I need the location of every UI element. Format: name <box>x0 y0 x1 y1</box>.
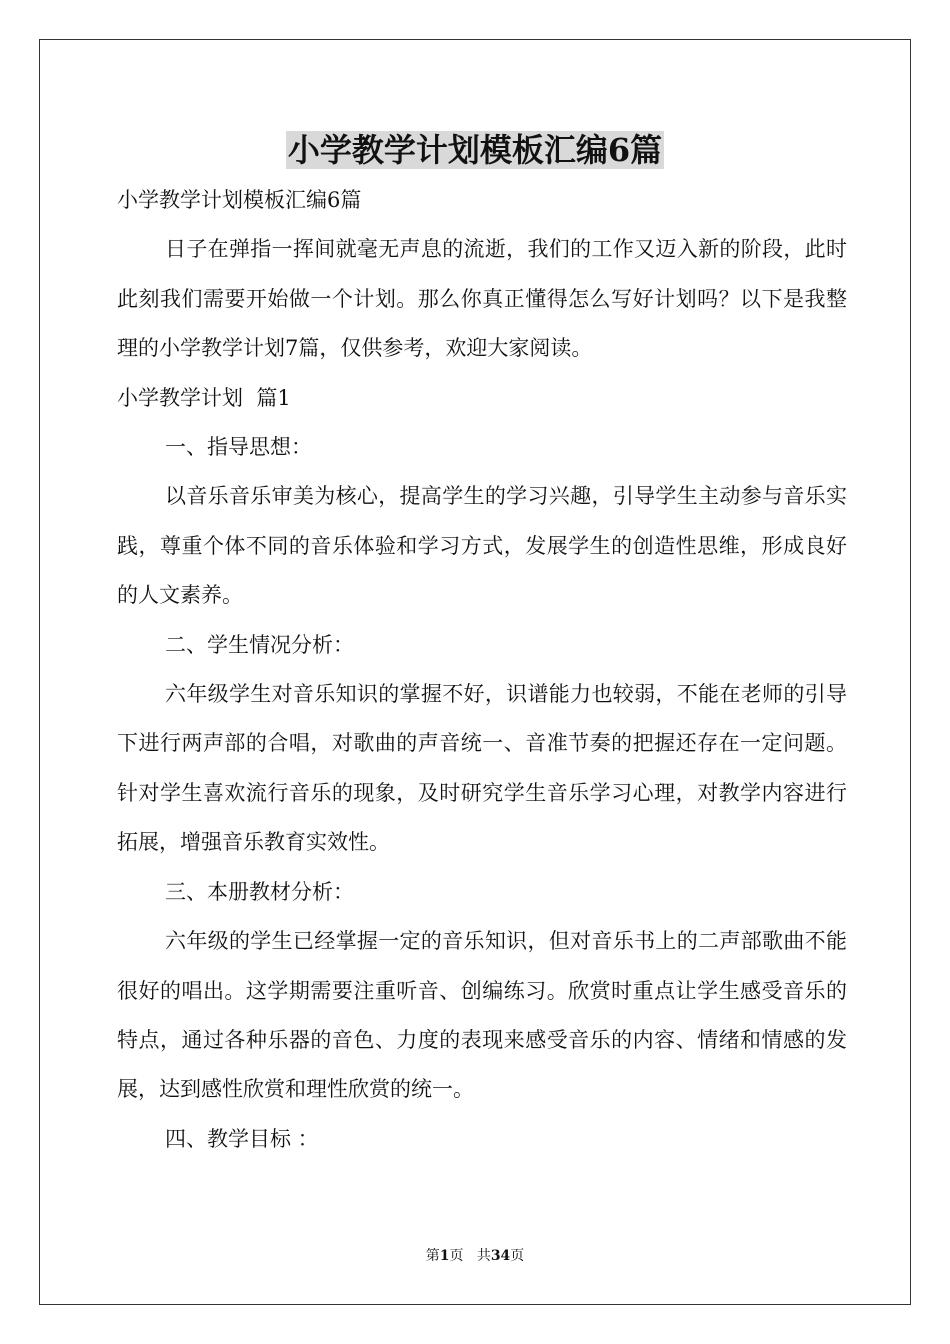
footer-page-suffix: 页 <box>449 1248 464 1264</box>
footer-total-suffix: 页 <box>510 1248 525 1264</box>
footer-page-current: 1 <box>439 1248 450 1264</box>
paragraph-heading-student-analysis: 二、学生情况分析： <box>165 632 354 657</box>
paragraph-intro: 日子在弹指一挥间就毫无声息的流逝，我们的工作又迈入新的阶段，此时此刻我们需要开始做一个计划。那么你真正懂得怎么写好计划吗？以下是我整理的小学教学计划7篇，仅供参考，欢迎大家阅读。 <box>117 237 847 361</box>
paragraph-section-heading: 小学教学计划 篇1 <box>117 385 291 410</box>
paragraph-heading-guiding-thought: 一、指导思想： <box>165 435 312 460</box>
page-footer <box>0 1246 950 1266</box>
paragraph-heading-teaching-goals: 四、教学目标 ： <box>165 1126 319 1151</box>
paragraph-student-analysis: 六年级学生对音乐知识的掌握不好，识谱能力也较弱，不能在老师的引导下进行两声部的合唱，对歌曲的声音统一、音准节奏的把握还存在一定问题。针对学生喜欢流行音乐的现象，及时研究学生音乐学习心理，对教学内容进行拓展，增强音乐教育实效性。 <box>117 682 847 855</box>
footer-page-prefix: 第 <box>425 1248 440 1264</box>
footer-total-prefix: 共 <box>476 1248 491 1264</box>
paragraph-heading-textbook-analysis: 三、本册教材分析： <box>165 879 354 904</box>
document-body <box>117 176 847 1164</box>
paragraph-guiding-thought: 以音乐音乐审美为核心，提高学生的学习兴趣，引导学生主动参与音乐实践，尊重个体不同的音乐体验和学习方式，发展学生的创造性思维，形成良好的人文素养。 <box>117 484 847 608</box>
footer-page-total: 34 <box>490 1248 511 1264</box>
document-title <box>0 128 950 172</box>
paragraph-subtitle: 小学教学计划模板汇编6篇 <box>117 188 362 212</box>
paragraph-textbook-analysis: 六年级的学生已经掌握一定的音乐知识，但对音乐书上的二声部歌曲不能很好的唱出。这学期需要注重听音、创编练习。欣赏时重点让学生感受音乐的特点，通过各种乐器的音色、力度的表现来感受音乐的内容、情绪和情感的发展，达到感性欣赏和理性欣赏的统一。 <box>117 929 847 1102</box>
document-title-text: 小学教学计划模板汇编6篇 <box>287 131 663 169</box>
